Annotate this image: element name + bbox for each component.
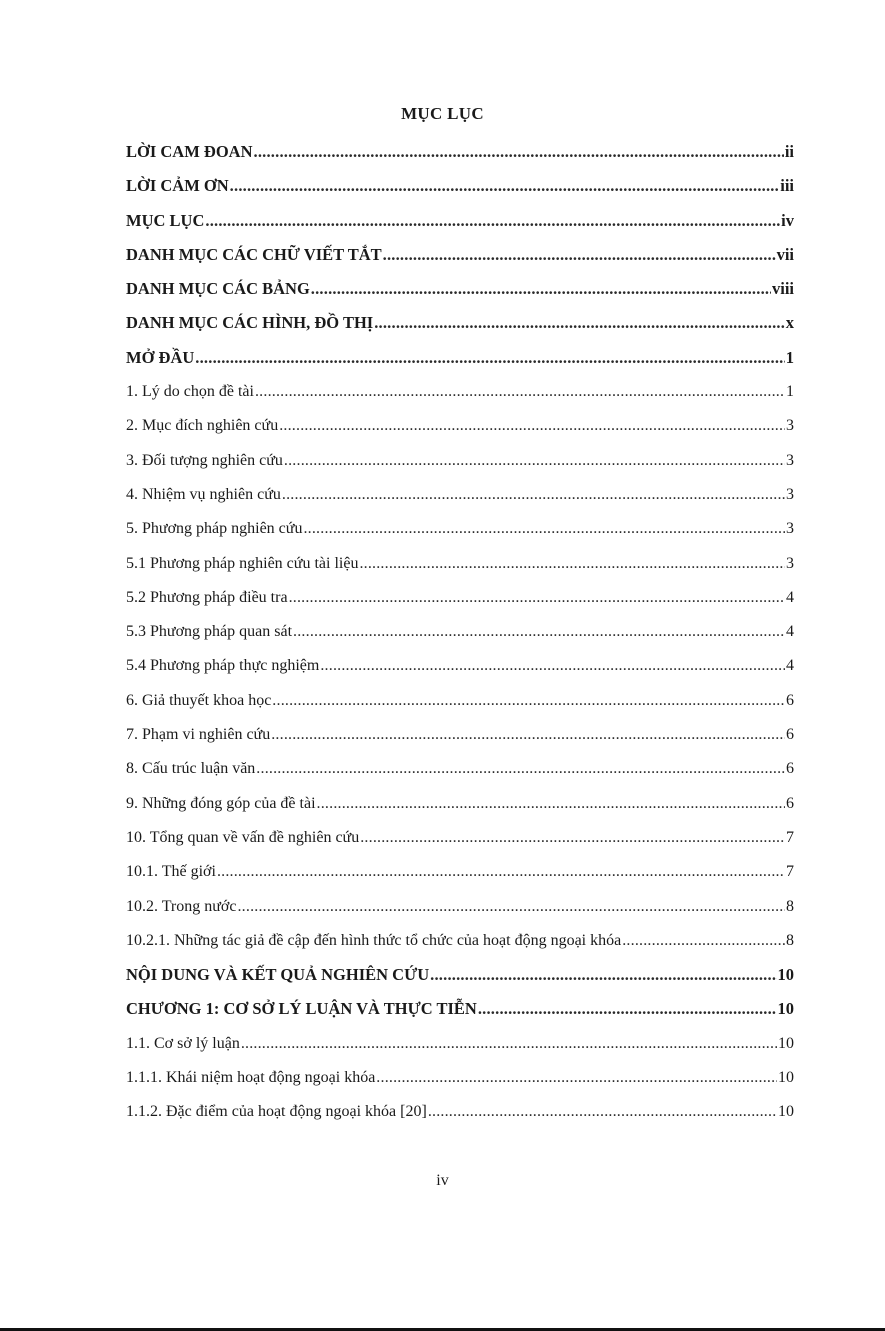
toc-entry-page: 1 [785, 347, 794, 367]
toc-entry[interactable] [126, 515, 794, 549]
toc-entry-title: LỜI CAM ĐOAN [126, 142, 253, 161]
toc-entry[interactable] [126, 893, 794, 927]
toc-entry-page: 10 [778, 1034, 794, 1052]
toc-dot-leader [256, 755, 785, 783]
toc-entry-page: ii [784, 142, 794, 161]
toc-entry[interactable] [126, 447, 794, 481]
toc-entry-title: 5.2 Phương pháp điều tra [126, 588, 288, 606]
toc-entry[interactable] [126, 1030, 794, 1064]
toc-dot-leader [255, 378, 785, 406]
toc-entry-title: MỤC LỤC [126, 210, 205, 230]
toc-entry[interactable] [126, 858, 794, 892]
toc-dot-leader [430, 961, 776, 989]
toc-entry-page: 10 [777, 965, 794, 985]
toc-dot-leader [279, 412, 785, 440]
page-number: iv [436, 1172, 449, 1189]
toc-entry-title: CHƯƠNG 1: CƠ SỞ LÝ LUẬN VÀ THỰC TIỄN [126, 999, 477, 1019]
toc-dot-leader [230, 172, 780, 200]
toc-entry-page: 4 [786, 623, 794, 641]
toc-entry-title: 1.1.1. Khái niệm hoạt động ngoại khóa [126, 1069, 376, 1087]
toc-entry-title: 5.3 Phương pháp quan sát [126, 623, 293, 641]
toc-dot-leader [205, 207, 780, 235]
toc-dot-leader [195, 344, 784, 372]
toc-entry-page: 3 [786, 520, 794, 538]
toc-dot-leader [428, 1098, 777, 1126]
toc-entry-title: 7. Phạm vi nghiên cứu [126, 726, 271, 744]
toc-dot-leader [303, 515, 785, 543]
toc-entry[interactable] [126, 961, 794, 995]
toc-entry-page: 3 [786, 485, 794, 503]
toc-entry-title: 5. Phương pháp nghiên cứu [126, 520, 303, 538]
toc-entry-title: 5.1 Phương pháp nghiên cứu tài liệu [126, 554, 359, 572]
toc-entry-title: 1.1.2. Đặc điểm của hoạt động ngoại khóa [20] [126, 1103, 427, 1121]
toc-entry-title: NỘI DUNG VÀ KẾT QUẢ NGHIÊN CỨU [126, 965, 430, 985]
toc-entry[interactable] [126, 618, 794, 652]
toc-entry-title: 8. Cấu trúc luận văn [126, 760, 256, 778]
toc-dot-leader [359, 550, 785, 578]
toc-dot-leader [360, 824, 785, 852]
toc-entry-page: 6 [786, 760, 794, 778]
toc-dot-leader [311, 275, 771, 303]
toc-dot-leader [622, 927, 785, 955]
toc-entry[interactable] [126, 207, 794, 241]
toc-entry-title: 5.4 Phương pháp thực nghiệm [126, 657, 320, 675]
toc-entry[interactable] [126, 309, 794, 343]
toc-dot-leader [320, 652, 785, 680]
toc-entry-page: x [785, 313, 794, 333]
toc-dot-leader [241, 1030, 777, 1058]
toc-entry-page: vii [776, 244, 794, 264]
toc-entry[interactable] [126, 721, 794, 755]
toc-dot-leader [317, 790, 785, 818]
toc-dot-leader [254, 138, 784, 166]
toc-dot-leader [293, 618, 785, 646]
toc-entry[interactable] [126, 481, 794, 515]
toc-dot-leader [478, 995, 777, 1023]
toc-entry-title: 1.1. Cơ sở lý luận [126, 1034, 240, 1052]
page-title: MỤC LỤC [401, 104, 484, 123]
toc-entry-title: 4. Nhiệm vụ nghiên cứu [126, 485, 281, 503]
toc-dot-leader [272, 687, 785, 715]
toc-entry-page: 3 [786, 554, 794, 572]
toc-entry[interactable] [126, 172, 794, 206]
toc-entry-page: 3 [786, 417, 794, 435]
toc-entry-page: viii [771, 279, 794, 299]
toc-entry[interactable] [126, 1098, 794, 1132]
toc-entry-title: 10.1. Thế giới [126, 863, 216, 881]
toc-entry-page: 7 [786, 828, 794, 846]
toc-entry[interactable] [126, 755, 794, 789]
toc-entry-title: 10.2. Trong nước [126, 897, 237, 915]
toc-entry-page: 1 [786, 383, 794, 401]
toc-entry-page: 10 [778, 1103, 794, 1121]
toc-entry-title: 2. Mục đích nghiên cứu [126, 417, 279, 435]
toc-entry-title: 9. Những đóng góp của đề tài [126, 794, 316, 812]
toc-entry-page: 8 [786, 931, 794, 949]
toc-entry[interactable] [126, 138, 794, 172]
toc-entry-title: MỞ ĐẦU [126, 347, 195, 367]
toc-entry[interactable] [126, 412, 794, 446]
toc-dot-leader [289, 584, 785, 612]
toc-entry-page: 10 [778, 1069, 794, 1087]
toc-entry-page: 4 [786, 588, 794, 606]
toc-entry[interactable] [126, 550, 794, 584]
toc-dot-leader [217, 858, 785, 886]
toc-entry-title: DANH MỤC CÁC BẢNG [126, 279, 310, 299]
toc-entry-title: 10.2.1. Những tác giả đề cập đến hình thức tổ chức của hoạt động ngoại khóa [126, 931, 622, 949]
toc-entry[interactable] [126, 995, 794, 1029]
table-of-contents [126, 138, 794, 1133]
toc-dot-leader [383, 241, 776, 269]
toc-entry-page: 10 [777, 999, 794, 1019]
toc-dot-leader [376, 1064, 777, 1092]
toc-entry-page: 8 [786, 897, 794, 915]
toc-entry-page: 7 [786, 863, 794, 881]
toc-dot-leader [284, 447, 785, 475]
toc-entry[interactable] [126, 584, 794, 618]
toc-entry[interactable] [126, 652, 794, 686]
toc-entry-page: 6 [786, 794, 794, 812]
toc-entry-page: 3 [786, 451, 794, 469]
toc-entry[interactable] [126, 927, 794, 961]
toc-entry[interactable] [126, 687, 794, 721]
toc-entry-page: iv [781, 210, 794, 230]
toc-entry-title: 3. Đối tượng nghiên cứu [126, 451, 283, 469]
toc-dot-leader [237, 893, 785, 921]
toc-entry-page: 6 [786, 691, 794, 709]
toc-dot-leader [282, 481, 785, 509]
toc-entry-title: 1. Lý do chọn đề tài [126, 383, 254, 401]
toc-entry-page: 6 [786, 726, 794, 744]
toc-entry-title: DANH MỤC CÁC HÌNH, ĐỒ THỊ [126, 313, 374, 333]
toc-dot-leader [271, 721, 785, 749]
toc-entry[interactable] [126, 275, 794, 309]
toc-entry[interactable] [126, 378, 794, 412]
toc-entry-title: DANH MỤC CÁC CHỮ VIẾT TẮT [126, 244, 382, 264]
toc-dot-leader [374, 309, 785, 337]
toc-entry-title: 6. Giả thuyết khoa học [126, 691, 272, 709]
toc-entry-title: 10. Tổng quan về vấn đề nghiên cứu [126, 828, 360, 846]
toc-entry[interactable] [126, 824, 794, 858]
toc-entry[interactable] [126, 344, 794, 378]
toc-entry-page: iii [780, 176, 794, 196]
toc-entry[interactable] [126, 790, 794, 824]
toc-entry-title: LỜI CẢM ƠN [126, 176, 229, 196]
toc-entry-page: 4 [786, 657, 794, 675]
toc-entry[interactable] [126, 1064, 794, 1098]
toc-entry[interactable] [126, 241, 794, 275]
